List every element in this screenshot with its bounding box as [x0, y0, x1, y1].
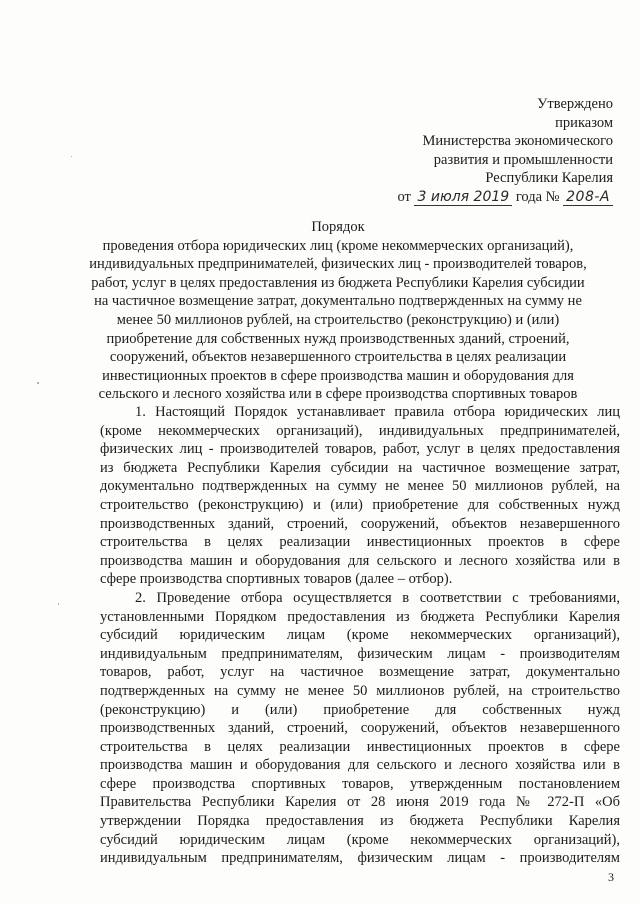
- body-line: физических лиц - производителей товаров, работ, услуг в целях предоставления: [100, 441, 620, 458]
- scan-speck: [58, 603, 59, 605]
- title-line: проведения отбора юридических лиц (кроме некоммерческих организаций),: [102, 237, 574, 254]
- body-line: производства машин и оборудования для сельского и лесного хозяйства или в: [100, 552, 620, 569]
- approval-line: Республики Карелия: [485, 170, 613, 187]
- title-line: работ, услуг в целях предоставления из бюджета Республики Карелия субсидии: [91, 274, 585, 291]
- handwritten-order-number: 208-А: [563, 190, 613, 206]
- body-line: (кроме некоммерческих организаций), индивидуальных предпринимателей,: [100, 422, 620, 439]
- approval-line: Утверждено: [537, 96, 613, 112]
- title-line: сооружений, объектов незавершенного строительства в целях реализации: [109, 349, 567, 366]
- body-line: (реконструкцию) и (или) приобретение для собственных нужд: [100, 701, 620, 718]
- body-line: производственных зданий, строений, сооружений, объектов незавершенного: [100, 720, 620, 737]
- body-line: сфере производства спортивных товаров (далее – отбор).: [100, 571, 453, 588]
- page-number: 3: [608, 870, 614, 884]
- approval-line: Министерства экономического: [422, 133, 613, 150]
- title-line: приобретение для собственных нужд производственных зданий, строений,: [106, 330, 570, 347]
- body-line: утверждении Порядка предоставления из бюджета Республики Карелия: [100, 813, 620, 830]
- body-line: установленными Порядком предоставления из бюджета Республики Карелия: [100, 608, 620, 625]
- title-line: инвестиционных проектов в сфере производства машин и оборудования для: [102, 367, 574, 384]
- title-heading: Порядок: [311, 219, 365, 235]
- date-prefix: от: [397, 188, 411, 205]
- title-line: индивидуальных предпринимателей, физических лиц - производителей товаров,: [89, 256, 587, 273]
- title-line: сельского и лесного хозяйства или в сфере производства спортивных товаров: [98, 386, 578, 403]
- document-title: [88, 218, 588, 404]
- body-line: индивидуальным предпринимателям, физическим лицам - производителям: [100, 850, 620, 867]
- body-line: из бюджета Республики Карелия субсидии на частичное возмещение затрат,: [100, 459, 620, 476]
- body-line: строительства в целях реализации инвестиционных проектов в сфере: [100, 534, 620, 551]
- title-line: на частичное возмещение затрат, документально подтвержденных на сумму не: [94, 293, 582, 310]
- approval-stamp: [353, 95, 613, 207]
- body-line: сфере производства спортивных товаров, утвержденным постановлением: [100, 775, 620, 792]
- body-line: производственных зданий, строений, сооружений, объектов незавершенного: [100, 515, 620, 532]
- body-line: 1. Настоящий Порядок устанавливает правила отбора юридических лиц: [135, 404, 620, 420]
- handwritten-date: 3 июля 2019: [414, 190, 512, 206]
- body-line: 2. Проведение отбора осуществляется в соответствии с требованиями,: [135, 589, 620, 606]
- body-line: производства машин и оборудования для сельского и лесного хозяйства или в: [100, 757, 620, 774]
- body-line: индивидуальным предпринимателям, физическим лицам - производителям: [100, 645, 620, 662]
- paragraph-1: [100, 403, 620, 589]
- paragraph-2: [100, 589, 620, 868]
- title-line: менее 50 миллионов рублей, на строительство (реконструкцию) и (или): [116, 311, 560, 328]
- body-line: документально подтвержденных на сумму не менее 50 миллионов рублей, на: [100, 478, 620, 495]
- document-body: [100, 403, 620, 868]
- body-line: строительство (реконструкцию) и (или) приобретение для собственных нужд: [100, 496, 620, 513]
- body-line: строительства в целях реализации инвестиционных проектов в сфере: [100, 738, 620, 755]
- approval-line: развития и промышленности: [433, 151, 613, 168]
- body-line: субсидий юридическим лицам (кроме некоммерческих организаций),: [100, 831, 620, 848]
- body-line: товаров, работ, услуг на частичное возмещение затрат, документально: [100, 664, 620, 681]
- body-line: Правительства Республики Карелия от 28 июня 2019 года № 272-П «Об: [100, 794, 620, 811]
- body-line: субсидий юридическим лицам (кроме некоммерческих организаций),: [100, 627, 620, 644]
- scan-speck: [71, 156, 72, 157]
- approval-line: приказом: [555, 114, 613, 131]
- date-mid: года №: [515, 188, 560, 205]
- body-line: подтвержденных на сумму не менее 50 миллионов рублей, на строительство: [100, 682, 620, 699]
- scan-speck: [37, 382, 39, 384]
- approval-date-line: [353, 188, 613, 207]
